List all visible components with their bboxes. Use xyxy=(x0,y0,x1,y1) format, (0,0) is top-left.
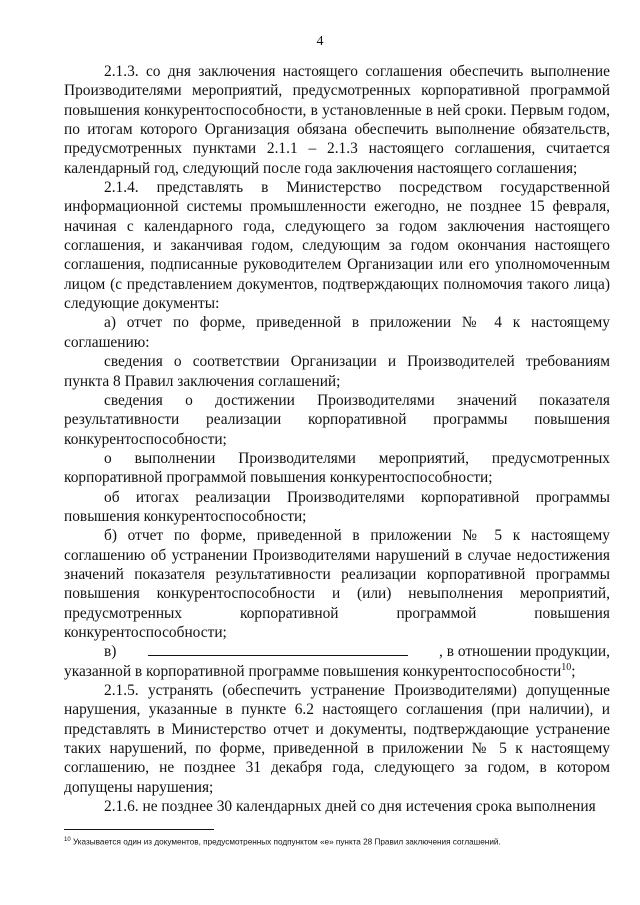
item-a-compliance: сведения о соответствии Организации и Производителей требованиям пункта 8 Правил заключения соглашений; xyxy=(64,353,610,390)
item-b: б) отчет по форме, приведенной в приложении № 5 к настоящему соглашению об устранении Производителями нарушений в случае недостижения значений показателя результативности реализации корпоративной программы повышения конкурентоспособности и (или) невыполнения мероприятий, предусмотренных корпоративной программой повышения конкурентоспособности; xyxy=(64,527,610,641)
footnote-divider xyxy=(64,829,214,830)
footnote-mark: 10 xyxy=(64,837,71,843)
footnote-text: Указывается один из документов, предусмотренных подпунктом «е» пункта 28 Правил заключения соглашений. xyxy=(70,837,501,847)
item-a: а) отчет по форме, приведенной в приложении № 4 к настоящему соглашению: xyxy=(64,314,610,351)
item-v-continuation xyxy=(64,662,610,681)
item-v-semicolon: ; xyxy=(571,662,576,680)
paragraph-2-1-5: 2.1.5. устранять (обеспечить устранение Производителями) допущенные нарушения, указанные в пункте 6.2 настоящего соглашения (при наличии), и представлять в Министерство отчет и документы, подтверждающие устранение таких нарушений, по форме, приведенной в приложении № 5 к настоящему соглашению, не позднее 31 декабря года, следующего за годом, в котором допущены нарушения; xyxy=(64,682,610,796)
document-body xyxy=(64,62,610,816)
item-a-results: об итогах реализации Производителями корпоративной программы повышения конкурентоспособности; xyxy=(64,488,610,525)
paragraph-2-1-4: 2.1.4. представлять в Министерство посредством государственной информационной системы промышленности ежегодно, не позднее 15 февраля, начиная с календарного года, следующего за годом заключения настоящего соглашения, и заканчивая годом, следующим за годом окончания настоящего соглашения, подписанные руководителем Организации или его уполномоченным лицом (с представлением документов, подтверждающих полномочия такого лица) следующие документы: xyxy=(64,179,610,313)
item-v-mid: , в отношении продукции, xyxy=(439,643,610,661)
item-a-measures: о выполнении Производителями мероприятий, предусмотренных корпоративной программой повышения конкурентоспособности; xyxy=(64,449,610,487)
fill-in-blank xyxy=(148,642,408,656)
item-v-prefix: в) xyxy=(104,643,117,661)
item-v-end: указанной в корпоративной программе повышения конкурентоспособности xyxy=(64,662,562,680)
item-a-performance: сведения о достижении Производителями значений показателя результативности реализации корпоративной программы повышения конкурентоспособности; xyxy=(64,391,610,448)
item-v-line xyxy=(64,642,610,661)
footnote-ref: 10 xyxy=(561,661,572,673)
paragraph-2-1-6: 2.1.6. не позднее 30 календарных дней со дня истечения срока выполнения xyxy=(104,798,596,816)
footnote xyxy=(64,834,624,849)
paragraph-2-1-3: 2.1.3. со дня заключения настоящего соглашения обеспечить выполнение Производителями мероприятий, предусмотренных корпоративной программой повышения конкурентоспособности, в установленные в ней сроки. Первым годом, по итогам которого Организация обязана обеспечить выполнение обязательств, предусмотренных пунктами 2.1.1 – 2.1.3 настоящего соглашения, считается календарный год, следующий после года заключения настоящего соглашения; xyxy=(64,63,610,177)
page-number: 4 xyxy=(316,34,324,49)
